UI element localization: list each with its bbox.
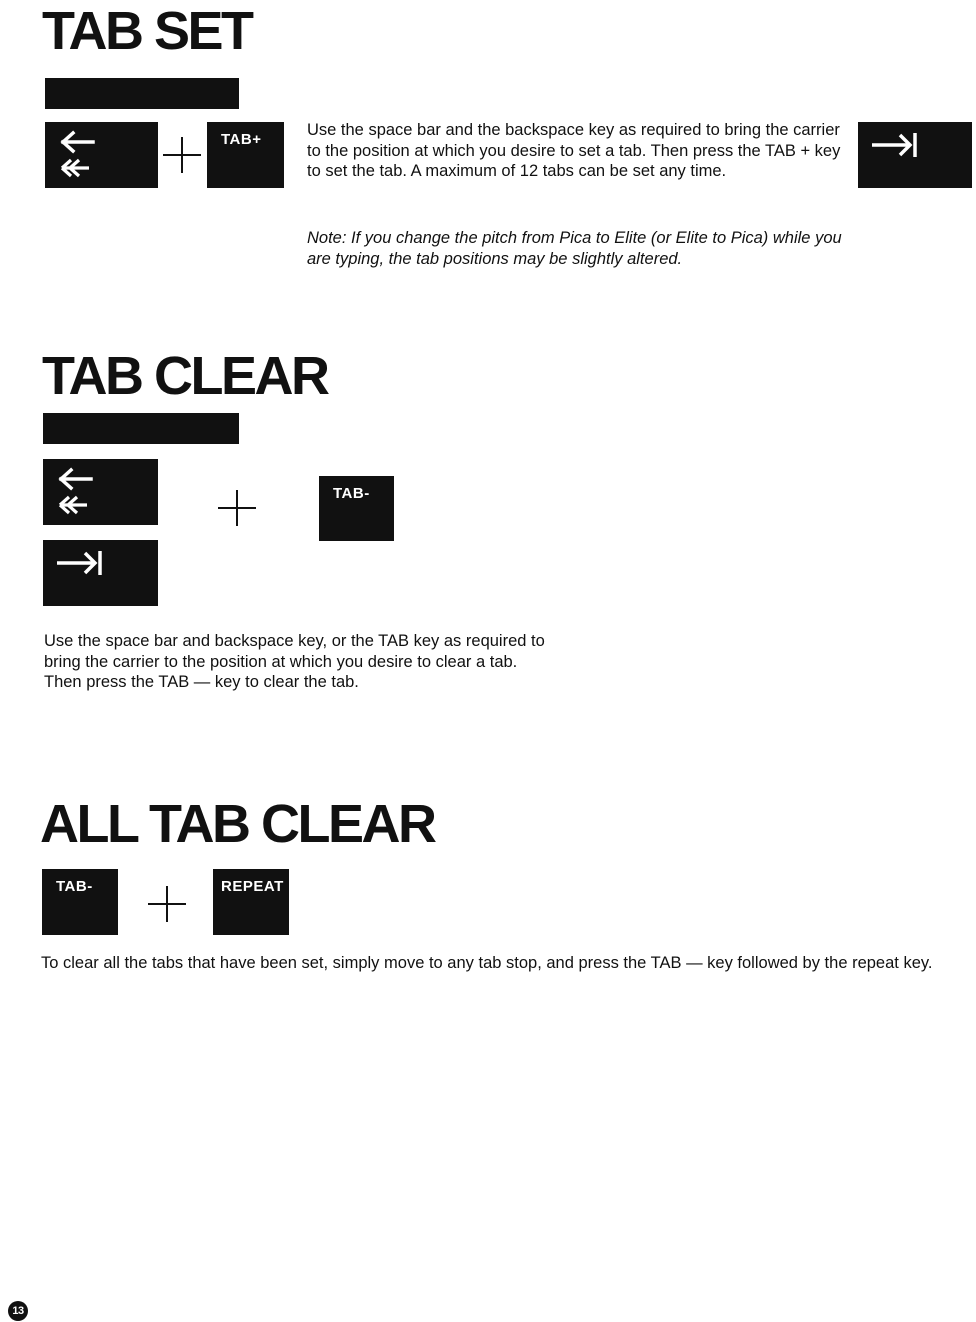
tab-set-heading: TAB SET — [42, 1, 252, 61]
tab-set-key-label: TAB+ — [221, 131, 262, 148]
space-bar-key — [43, 413, 239, 444]
all-tab-clear-heading: ALL TAB CLEAR — [40, 794, 435, 854]
page-number-badge: 13 — [8, 1301, 28, 1321]
tab-set-instructions: Use the space bar and the backspace key as required to bring the carrier to the position at which you desire to set a tab. Then press the TAB + key to set the tab. A maximum of 12 tabs can be set any time. — [307, 121, 841, 180]
space-bar-key — [45, 78, 239, 109]
tab-clear-key — [42, 869, 118, 935]
repeat-key — [213, 869, 289, 935]
plus-icon — [163, 137, 201, 173]
tab-clear-key — [319, 476, 394, 541]
plus-icon — [148, 886, 186, 922]
tab-arrow-icon — [870, 130, 922, 160]
backspace-arrows-icon — [53, 128, 103, 184]
tab-set-note: Note: If you change the pitch from Pica to Elite (or Elite to Pica) while you are typing, the tab positions may be slightly altered. — [307, 229, 842, 268]
backspace-key — [43, 459, 158, 525]
tab-key — [43, 540, 158, 606]
all-tab-clear-instructions: To clear all the tabs that have been set, simply move to any tab stop, and press the TAB — key followed by the repeat key. — [41, 954, 933, 972]
backspace-key — [45, 122, 158, 188]
tab-clear-heading: TAB CLEAR — [42, 346, 328, 406]
tab-clear-instructions: Use the space bar and backspace key, or the TAB key as required to bring the carrier to the position at which you desire to clear a tab. Then press the TAB — key to clear the tab. — [44, 632, 545, 691]
repeat-key-label: REPEAT — [221, 878, 284, 895]
tab-set-key — [207, 122, 284, 188]
tab-clear-key-label: TAB- — [56, 878, 93, 895]
tab-key — [858, 122, 972, 188]
backspace-arrows-icon — [51, 465, 101, 521]
tab-arrow-icon — [55, 548, 107, 578]
plus-icon — [218, 490, 256, 526]
tab-clear-key-label: TAB- — [333, 485, 370, 502]
